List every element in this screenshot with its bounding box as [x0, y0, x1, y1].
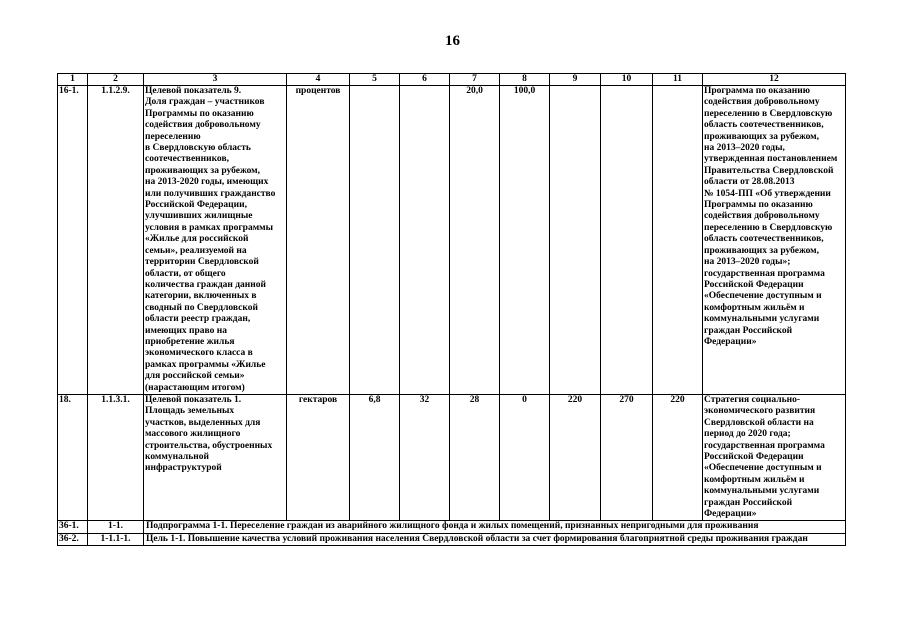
indicators-table	[57, 73, 846, 546]
column-number: 12	[703, 74, 846, 86]
goal-row	[58, 533, 846, 545]
row-number: 36-1.	[58, 521, 88, 533]
value-cell: 270	[601, 394, 653, 520]
column-number: 5	[350, 74, 400, 86]
goal-title: Цель 1-1. Повышение качества условий проживания населения Свердловской области за счет формирования благоприятной среды проживания граждан	[144, 533, 846, 545]
item-code: 1-1.1-1.	[88, 533, 144, 545]
column-number: 9	[550, 74, 601, 86]
page-number: 16	[445, 33, 460, 49]
value-cell: 100,0	[500, 86, 550, 395]
value-cell	[400, 86, 450, 395]
item-code: 1.1.2.9.	[88, 86, 144, 395]
value-cell: 32	[400, 394, 450, 520]
unit: процентов	[287, 86, 350, 395]
column-number: 10	[601, 74, 653, 86]
value-cell: 28	[450, 394, 500, 520]
row-number: 18.	[58, 394, 88, 520]
column-number: 7	[450, 74, 500, 86]
column-number: 8	[500, 74, 550, 86]
row-number: 16-1.	[58, 86, 88, 395]
column-number-row	[58, 74, 846, 86]
column-number: 1	[58, 74, 88, 86]
item-code: 1-1.	[88, 521, 144, 533]
value-cell	[653, 86, 703, 395]
column-number: 2	[88, 74, 144, 86]
column-number: 4	[287, 74, 350, 86]
row-number: 36-2.	[58, 533, 88, 545]
source-document: Программа по оказанию содействия добровольному переселению в Свердловскую область соотечественников, проживающих за рубежом, на 2013–2020 годы, утвержденная постановлением Правительства Свердловской области от 28.08.2013 № 1054-ПП «Об утверждении Программы по оказанию содействия добровольному переселению в Свердловскую область соотечественников, проживающих за рубежом, на 2013–2020 годы»; государственная программа Российской Федерации «Обеспечение доступным и комфортным жильём и коммунальными услугами граждан Российской Федерации»	[703, 86, 846, 395]
value-cell	[350, 86, 400, 395]
source-document: Стратегия социально- экономического развития Свердловской области на период до 2020 года; государственная программа Российской Федерации «Обеспечение доступным и комфортным жильём и коммунальными услугами граждан Российской Федерации»	[703, 394, 846, 520]
value-cell: 220	[550, 394, 601, 520]
column-number: 6	[400, 74, 450, 86]
subprogram-title: Подпрограмма 1-1. Переселение граждан из аварийного жилищного фонда и жилых помещений, признанных непригодными для проживания	[144, 521, 846, 533]
indicator-name: Целевой показатель 9. Доля граждан – участников Программы по оказанию содействия добровольному переселению в Свердловскую область соотечественников, проживающих за рубежом, на 2013-2020 годы, имеющих или получивших гражданство Российской Федерации, улучшивших жилищные условия в рамках программы «Жилье для российской семьи», реализуемой на территории Свердловской области, от общего количества граждан данной категории, включенных в сводный по Свердловской области реестр граждан, имеющих право на приобретение жилья экономического класса в рамках программы «Жилье для российской семьи» (нарастающим итогом)	[144, 86, 287, 395]
subprogram-row	[58, 521, 846, 533]
table-row	[58, 86, 846, 395]
column-number: 3	[144, 74, 287, 86]
item-code: 1.1.3.1.	[88, 394, 144, 520]
column-number: 11	[653, 74, 703, 86]
value-cell: 220	[653, 394, 703, 520]
value-cell: 20,0	[450, 86, 500, 395]
unit: гектаров	[287, 394, 350, 520]
value-cell	[601, 86, 653, 395]
indicator-name: Целевой показатель 1. Площадь земельных участков, выделенных для массового жилищного строительства, обустроенных коммунальной инфраструктурой	[144, 394, 287, 520]
value-cell: 6,8	[350, 394, 400, 520]
value-cell: 0	[500, 394, 550, 520]
table-row	[58, 394, 846, 520]
value-cell	[550, 86, 601, 395]
